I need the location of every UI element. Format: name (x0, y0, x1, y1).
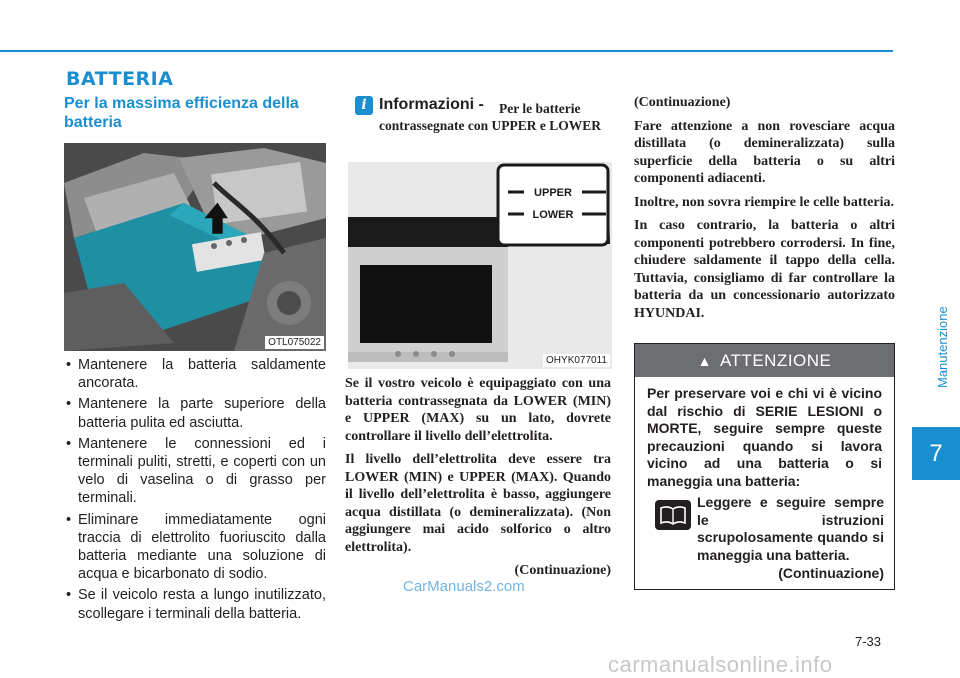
battery-photo (64, 143, 326, 351)
list-item: • Mantenere la batteria saldamente ancorata. (64, 356, 326, 392)
maintenance-bullet-list (64, 356, 326, 626)
chapter-number-tab: 7 (912, 427, 960, 480)
info-title: Informazioni - (379, 96, 484, 113)
continuation-text-column (634, 94, 895, 328)
battery-level-illustration (348, 162, 612, 369)
battery-level-figure (348, 162, 612, 369)
paragraph: Fare attenzione a non rovesciare acqua distillata (o demineralizzata) sulla superficie della batteria o su altri componenti adiacenti. (634, 118, 895, 186)
info-icon: i (355, 96, 373, 115)
warning-text: Per preservare voi e chi vi è vicino dal rischio di SERIE LESIONI o MORTE, seguire sempre queste precauzioni quando si lavora vicino ad una batteria o si maneggia una batteria: (647, 385, 882, 489)
battery-photo-illustration (64, 143, 326, 351)
continued-label: (Continuazione) (634, 95, 731, 110)
warning-read-instructions (647, 494, 882, 564)
paragraph: Se il vostro veicolo è equipaggiato con una batteria contrassegnata da LOWER (MIN) e UPPER (MAX) su un lato, dovrete controllare il livello dell’elettrolita. (345, 376, 611, 444)
watermark-bottom: carmanualsonline.info (608, 652, 833, 677)
list-item: • Mantenere le connessioni ed i terminali puliti, stretti, e coperti con un velo di vaselina o di grasso per terminali. (64, 435, 326, 508)
continued-label: (Continuazione) (514, 563, 611, 578)
manual-book-icon (655, 500, 691, 530)
list-item: • Eliminare immediatamente ogni traccia di elettrolito fuoriuscito dalla batteria mediante una soluzione di acqua e bicarbonato di sodio. (64, 511, 326, 584)
warning-box (634, 343, 895, 590)
continued-label: (Continuazione) (778, 565, 884, 581)
top-rule (0, 50, 893, 52)
chapter-side-label: Manutenzione (935, 306, 950, 388)
lower-label: LOWER (532, 209, 574, 221)
paragraph: Inoltre, non sovra riempire le celle batteria. (634, 194, 894, 210)
warning-header (635, 344, 894, 377)
figure-code: OTL075022 (265, 336, 324, 349)
info-subtitle: Per le batterie contrassegnate con UPPER e LOWER (379, 101, 601, 133)
electrolyte-text-column (345, 375, 611, 586)
figure-code: OHYK077011 (543, 354, 610, 367)
paragraph: Il livello dell’elettrolita deve essere tra LOWER (MIN) e UPPER (MAX). Quando il livello dell’elettrolita è basso, aggiungere acqua distillata (o demineralizzata). (Non aggiungere mai acido solforico o altro elettrolita). (345, 452, 611, 555)
warning-title: ATTENZIONE (719, 350, 832, 370)
upper-label: UPPER (534, 187, 572, 199)
warning-read-text: Leggere e seguire sempre le istruzioni scrupolosamente quando si maneggia una batteria. (697, 494, 884, 563)
watermark-top: CarManuals2.com (403, 578, 525, 595)
section-subtitle: Per la massima efficienza della batteria (64, 95, 299, 131)
paragraph: In caso contrario, la batteria o altri componenti potrebbero corrodersi. In fine, chiudere saldamente il tappo della cella. Tuttavia, consigliamo di far controllare la batteria da un concessionario autorizzato HYUNDAI. (634, 218, 895, 321)
list-item: • Mantenere la parte superiore della batteria pulita ed asciutta. (64, 395, 326, 431)
section-title: BATTERIA (66, 68, 174, 90)
page-number: 7-33 (855, 634, 882, 649)
warning-triangle-icon: ▲ (697, 352, 712, 369)
list-item: • Se il veicolo resta a lungo inutilizzato, scollegare i terminali della batteria. (64, 586, 326, 622)
